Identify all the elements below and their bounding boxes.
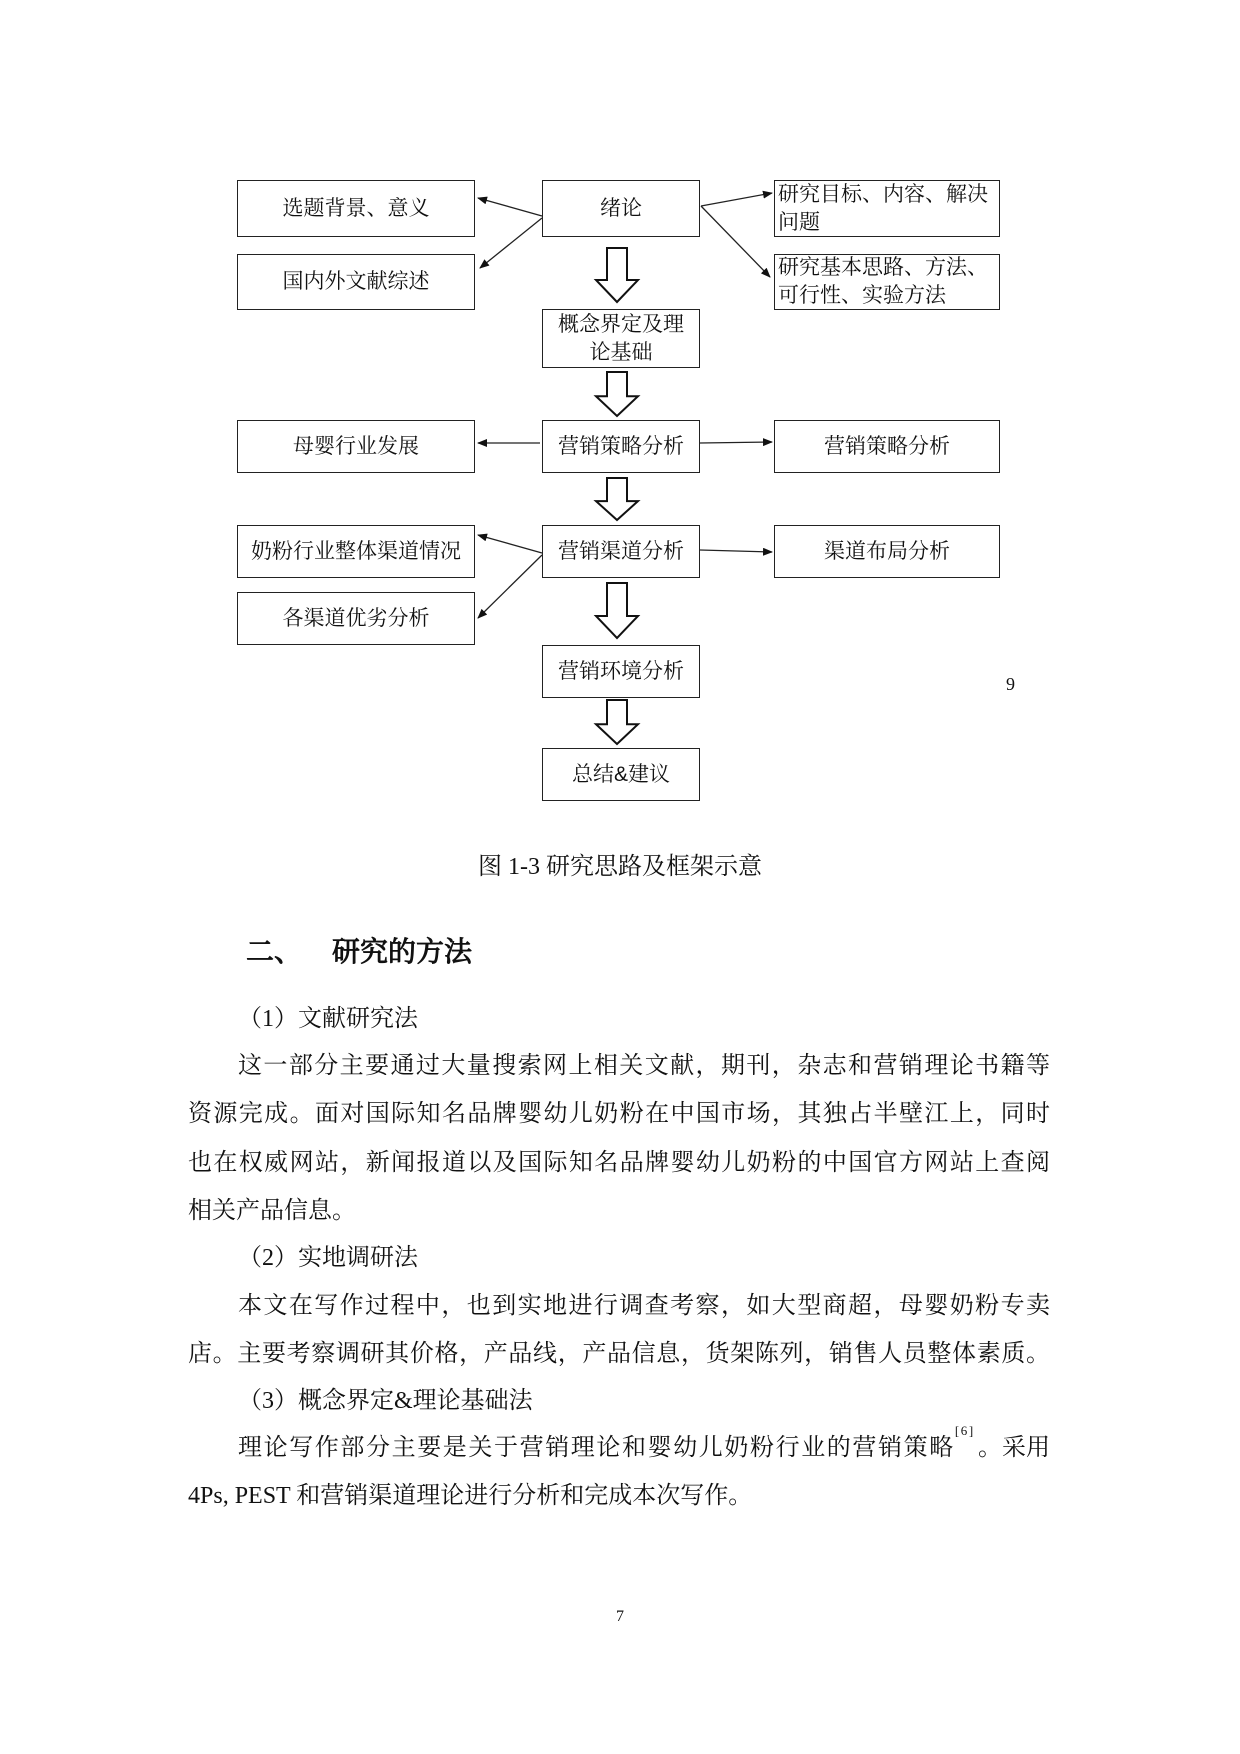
box-industry-development: 母婴行业发展 bbox=[237, 420, 475, 473]
arrow-to-channel-overview bbox=[478, 535, 542, 553]
paragraph-segment: 理论写作部分主要是关于营销理论和婴幼儿奶粉行业的营销策略 bbox=[238, 1435, 955, 1461]
down-arrow-icon bbox=[596, 248, 638, 302]
arrow-to-goals bbox=[701, 193, 772, 206]
paragraph-segment: 。采用 bbox=[978, 1435, 1050, 1461]
paragraph-line: 店。主要考察调研其价格，产品线，产品信息，货架陈列，销售人员整体素质。 bbox=[188, 1341, 1050, 1367]
citation[interactable]: [6] bbox=[954, 1423, 975, 1438]
box-marketing-channel: 营销渠道分析 bbox=[542, 525, 700, 578]
box-channel-overview: 奶粉行业整体渠道情况 bbox=[237, 525, 475, 578]
page-number: 7 bbox=[616, 1608, 624, 1625]
down-arrow-icon bbox=[596, 583, 638, 638]
box-marketing-environment: 营销环境分析 bbox=[542, 645, 700, 698]
paragraph-line: 资源完成。面对国际知名品牌婴幼儿奶粉在中国市场，其独占半壁江上，同时 bbox=[188, 1101, 1050, 1127]
arrow-to-channel-layout bbox=[700, 550, 772, 552]
paragraph-line: 也在权威网站，新闻报道以及国际知名品牌婴幼儿奶粉的中国官方网站上查阅 bbox=[188, 1150, 1050, 1176]
stray-mark: 9 bbox=[1006, 674, 1015, 694]
arrow-to-background bbox=[478, 198, 542, 216]
box-channel-layout: 渠道布局分析 bbox=[774, 525, 1000, 578]
box-conclusion: 总结&建议 bbox=[542, 748, 700, 801]
method-1-title: （1）文献研究法 bbox=[238, 1006, 418, 1032]
arrow-to-strategy-right bbox=[700, 442, 772, 443]
box-concepts-theory: 概念界定及理论基础 bbox=[542, 309, 700, 368]
box-strategy-analysis-right: 营销策略分析 bbox=[774, 420, 1000, 473]
arrow-to-literature bbox=[480, 218, 542, 268]
box-literature-review: 国内外文献综述 bbox=[237, 254, 475, 310]
arrow-to-approach bbox=[701, 206, 770, 277]
paragraph-line bbox=[238, 1423, 1050, 1462]
section-number: 二、 bbox=[246, 936, 303, 967]
paragraph-line: 本文在写作过程中，也到实地进行调查考察，如大型商超，母婴奶粉专卖 bbox=[238, 1293, 1050, 1319]
box-research-approach: 研究基本思路、方法、可行性、实验方法 bbox=[774, 254, 1000, 310]
paragraph-line: 相关产品信息。 bbox=[188, 1198, 356, 1224]
down-arrow-icon bbox=[596, 700, 638, 744]
box-research-goals: 研究目标、内容、解决问题 bbox=[774, 180, 1000, 237]
method-3-title: （3）概念界定&理论基础法 bbox=[238, 1388, 533, 1414]
down-arrow-icon bbox=[596, 372, 638, 416]
section-title: 研究的方法 bbox=[332, 936, 473, 967]
box-background: 选题背景、意义 bbox=[237, 180, 475, 237]
section-heading bbox=[246, 930, 502, 970]
box-introduction: 绪论 bbox=[542, 180, 700, 237]
arrow-to-channel-pros-cons bbox=[478, 555, 542, 618]
paragraph-line: 4Ps, PEST 和营销渠道理论进行分析和完成本次写作。 bbox=[188, 1483, 753, 1509]
down-arrow-icon bbox=[596, 478, 638, 520]
box-marketing-strategy: 营销策略分析 bbox=[542, 420, 700, 473]
figure-caption: 图 1-3 研究思路及框架示意 bbox=[478, 854, 762, 880]
box-channel-pros-cons: 各渠道优劣分析 bbox=[237, 592, 475, 645]
paragraph-line: 这一部分主要通过大量搜索网上相关文献，期刊，杂志和营销理论书籍等 bbox=[238, 1053, 1050, 1079]
paragraph-text bbox=[238, 1423, 975, 1462]
method-2-title: （2）实地调研法 bbox=[238, 1245, 418, 1271]
